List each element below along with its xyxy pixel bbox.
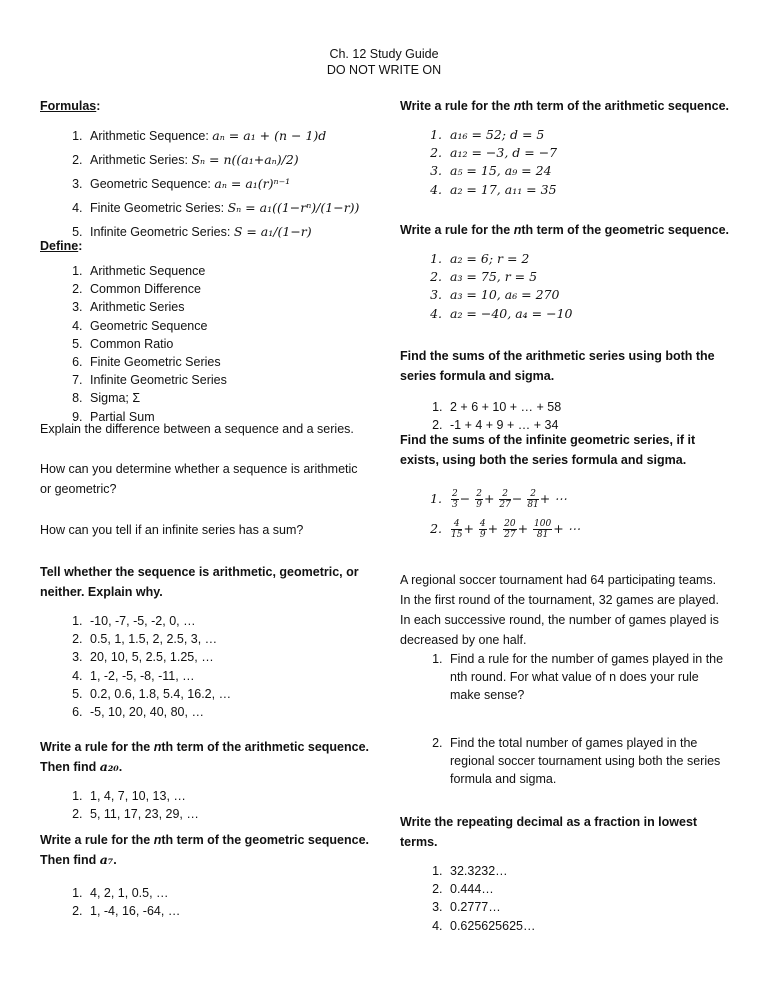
list-item: 2. 1, -4, 16, -64, … xyxy=(86,902,370,920)
list-item: 1. a₂ = 6; r = 2 xyxy=(446,250,730,268)
define-item: 8. Sigma; Σ xyxy=(86,389,370,407)
list-item: 3. a₃ = 10, a₆ = 270 xyxy=(446,286,730,304)
fraction: $\frac{2}{81}$ xyxy=(527,489,539,510)
fraction: 1. $\frac{2}{3}$ xyxy=(452,489,458,510)
list-item: 2. a₁₂ = −3, d = −7 xyxy=(446,144,730,162)
list-item: 4. a₂ = 17, a₁₁ = 35 xyxy=(446,181,730,199)
arith-sums-list xyxy=(400,398,730,434)
list-item: 1. 1, 4, 7, 10, 13, … xyxy=(86,787,370,805)
geom-a7-list xyxy=(40,884,370,920)
list-item: 2. $\frac{4}{15}$ + $\frac{4}{9}$ + $\frac{20}{27}$ + $\frac{100}{81}$ + ⋯ xyxy=(446,514,730,544)
header-line-1: Ch. 12 Study Guide xyxy=(329,47,439,61)
list-item: 1. a₁₆ = 52; d = 5 xyxy=(446,126,730,144)
geom-a7-section xyxy=(40,830,370,920)
define-item: 5. Common Ratio xyxy=(86,335,370,353)
list-item: 2. a₃ = 75, r = 5 xyxy=(446,268,730,286)
list-item: 3. 0.2777… xyxy=(446,898,730,916)
fraction: $\frac{100}{81}$ xyxy=(534,519,552,540)
tell-title: Tell whether the sequence is arithmetic, geometric, or neither. Explain why. xyxy=(40,565,359,599)
list-item: 2. 0.5, 1, 1.5, 2, 2.5, 3, … xyxy=(86,630,370,648)
soccer-problem-text: A regional soccer tournament had 64 participating teams. In the first round of the tournament, 32 games are played. In each successive round, the number of games played is decreased by one half. xyxy=(400,573,719,647)
formula-item: 3. Geometric Sequence: aₙ = a₁(r)ⁿ⁻¹ xyxy=(86,172,370,196)
inf-sums-section xyxy=(400,430,730,544)
list-item: 1. 32.3232… xyxy=(446,862,730,880)
arith-rule-title: Write a rule for the nth term of the arithmetic sequence. xyxy=(400,99,730,113)
list-item: 1. $\frac{2}{3}$ − $\frac{2}{9}$ + $\frac{2}{27}$ − $\frac{2}{81}$ + ⋯ xyxy=(446,484,730,514)
list-item: 1. 2 + 6 + 10 + … + 58 xyxy=(446,398,730,416)
fraction: $\frac{4}{9}$ xyxy=(479,519,486,540)
list-item: 3. 20, 10, 5, 2.5, 1.25, … xyxy=(86,648,370,666)
inf-sums-list xyxy=(400,484,730,544)
fraction: 2. $\frac{4}{15}$ xyxy=(451,519,463,540)
inf-sums-title: Find the sums of the infinite geometric series, if it exists, using both the series formula and sigma. xyxy=(400,433,696,467)
define-item: 7. Infinite Geometric Series xyxy=(86,371,370,389)
decimals-section xyxy=(400,812,730,935)
list-item: 1. -10, -7, -5, -2, 0, … xyxy=(86,612,370,630)
geom-rule-title: Write a rule for the nth term of the geometric sequence. xyxy=(400,223,730,237)
geom-rule-list xyxy=(400,250,730,323)
arith-a20-section xyxy=(40,737,370,823)
fraction: $\frac{2}{9}$ xyxy=(476,489,482,510)
define-item: 6. Finite Geometric Series xyxy=(86,353,370,371)
formula-item: 2. Arithmetic Series: Sₙ = n((a₁+aₙ)/2) xyxy=(86,148,370,172)
soccer-questions xyxy=(400,650,730,788)
soccer-list xyxy=(400,650,730,788)
define-list xyxy=(40,262,370,426)
list-item: 4. 0.625625625… xyxy=(446,917,730,935)
question-infinite-sum: How can you tell if an infinite series has a sum? xyxy=(40,523,304,537)
formulas-title: Formulas xyxy=(40,99,97,113)
list-item: 1. 4, 2, 1, 0.5, … xyxy=(86,884,370,902)
fraction: $\frac{2}{27}$ xyxy=(499,489,511,510)
define-item: 1. Arithmetic Sequence xyxy=(86,262,370,280)
arith-a20-list xyxy=(40,787,370,823)
decimals-list xyxy=(400,862,730,935)
list-item: 5. 0.2, 0.6, 1.8, 5.4, 16.2, … xyxy=(86,685,370,703)
arith-sums-section xyxy=(400,346,730,434)
define-section: Define: 1. Arithmetic Sequence 2. Common Difference 3. Arithmetic Series 4. Geometric Sequence 5. Common Ratio 6. Finite Geometric Series 7. Infinite Geometric Series 8. Sigma; Σ 9. Partial Sum xyxy=(40,236,370,426)
arith-rule-list xyxy=(400,126,730,199)
formula-item: 4. Finite Geometric Series: Sₙ = a₁((1−rⁿ)/(1−r)) xyxy=(86,196,370,220)
arith-a20-title: Write a rule for the nth term of the arithmetic sequence. Then find a₂₀. xyxy=(40,740,370,774)
tell-section xyxy=(40,562,370,721)
list-item: 4. a₂ = −40, a₄ = −10 xyxy=(446,305,730,323)
geom-a7-title: Write a rule for the nth term of the geometric sequence. Then find a₇. xyxy=(40,833,370,867)
list-item: 3. a₅ = 15, a₉ = 24 xyxy=(446,162,730,180)
define-item: 2. Common Difference xyxy=(86,280,370,298)
formula-item: 1. Arithmetic Sequence: aₙ = a₁ + (n − 1)d xyxy=(86,124,370,148)
geom-rule-section xyxy=(400,220,730,323)
question-arith-or-geom: How can you determine whether a sequence is arithmetic or geometric? xyxy=(40,462,358,496)
formulas-section: Formulas: 1. Arithmetic Sequence: aₙ = a₁ + (n − 1)d 2. Arithmetic Series: Sₙ = n((a₁+aₙ)/2) 3. Geometric Sequence: aₙ = a₁(r)ⁿ⁻¹ 4. Finite Geometric Series: Sₙ = a₁((1−rⁿ)/(1−r)) 5. Infinite Geometric Series: S = a₁/(1−r) xyxy=(40,96,370,244)
header-line-2: DO NOT WRITE ON xyxy=(326,63,442,77)
list-item: 2. Find the total number of games played in the regional soccer tournament using both the series formula and sigma. xyxy=(446,734,730,788)
list-item: 2. 5, 11, 17, 23, 29, … xyxy=(86,805,370,823)
formula-item: 5. Infinite Geometric Series: S = a₁/(1−r) xyxy=(86,220,370,244)
list-item: 2. -1 + 4 + 9 + … + 34 xyxy=(446,416,730,434)
arith-sums-title: Find the sums of the arithmetic series using both the series formula and sigma. xyxy=(400,349,715,383)
tell-list xyxy=(40,612,370,721)
decimals-title: Write the repeating decimal as a fraction in lowest terms. xyxy=(400,815,698,849)
list-item: 1. Find a rule for the number of games played in the nth round. For what value of n does your rule make sense? xyxy=(446,650,730,704)
define-item: 9. Partial Sum xyxy=(86,408,370,426)
list-item: 4. 1, -2, -5, -8, -11, … xyxy=(86,667,370,685)
arith-rule-section xyxy=(400,96,730,199)
define-item: 3. Arithmetic Series xyxy=(86,298,370,316)
question-sequence-vs-series: Explain the difference between a sequence and a series. xyxy=(40,422,354,436)
list-item: 6. -5, 10, 20, 40, 80, … xyxy=(86,703,370,721)
list-item: 2. 0.444… xyxy=(446,880,730,898)
page-header xyxy=(0,46,768,78)
fraction: $\frac{20}{27}$ xyxy=(504,519,516,540)
formulas-list xyxy=(40,124,370,244)
define-item: 4. Geometric Sequence xyxy=(86,317,370,335)
define-title: Define xyxy=(40,239,79,253)
